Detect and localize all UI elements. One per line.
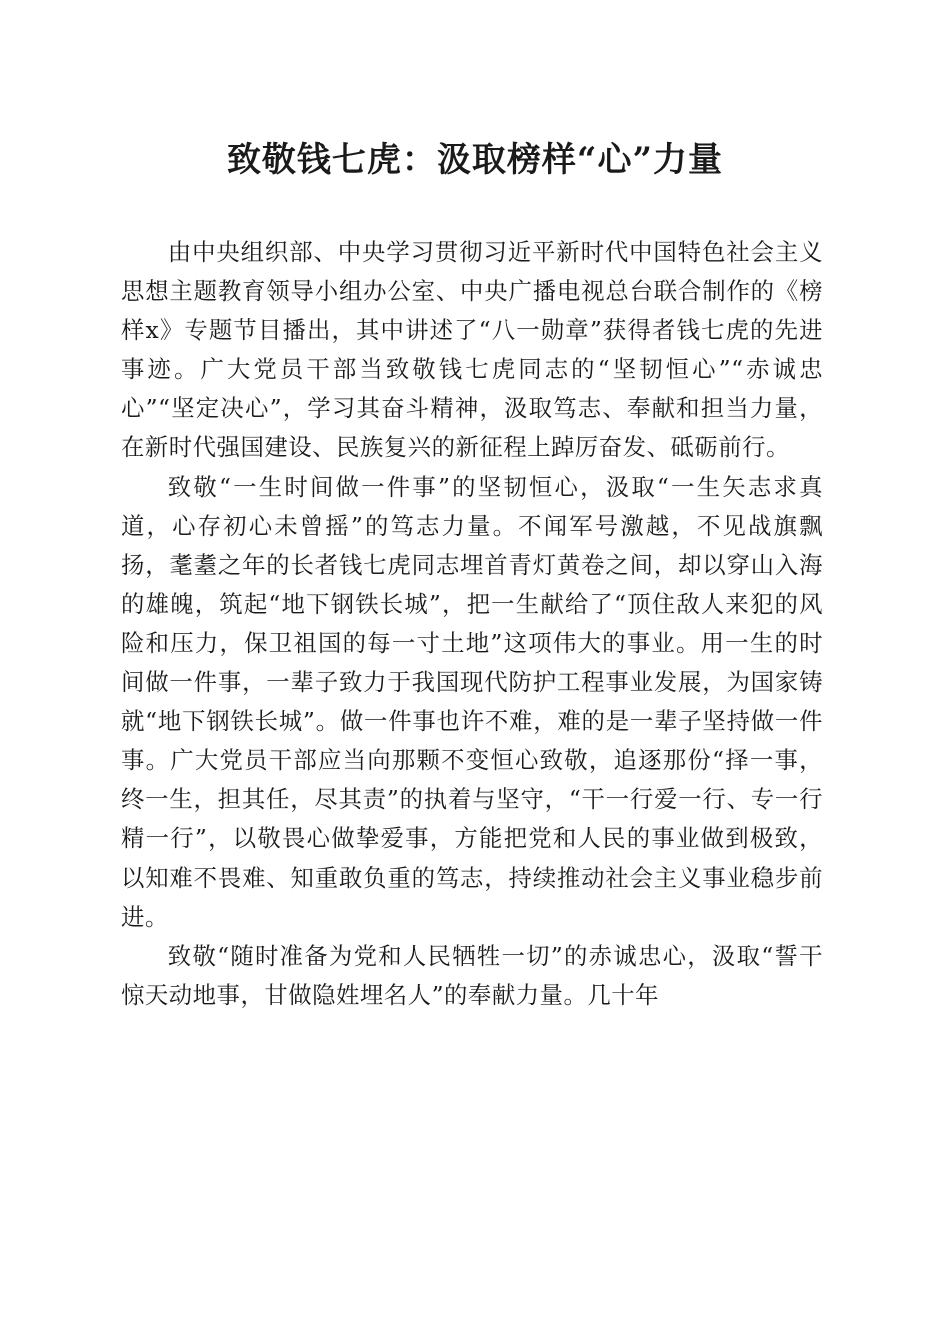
paragraph-loyalty: 致敬“随时准备为党和人民牺牲一切”的赤诚忠心，汲取“誓干惊天动地事，甘做隐姓埋名人”的奉献力量。几十年 (121, 941, 823, 1009)
paragraph-perseverance: 致敬“一生时间做一件事”的坚韧恒心，汲取“一生矢志求真道，心存初心未曾摇”的笃志力量。不闻军号激越，不见战旗飘扬，耄耋之年的长者钱七虎同志埋首青灯黄卷之间，却以穿山入海的雄魄，筑起“地下钢铁长城”，把一生献给了“顶住敌人来犯的风险和压力，保卫祖国的每一寸土地”这项伟大的事业。用一生的时间做一件事，一辈子致力于我国现代防护工程事业发展，为国家铸就“地下钢铁长城”。做一件事也许不难，难的是一辈子坚持做一件事。广大党员干部应当向那颗不变恒心致敬，追逐那份“择一事，终一生，担其任，尽其责”的执着与坚守，“干一行爱一行、专一行精一行”，以敬畏心做挚爱事，方能把党和人民的事业做到极致，以知难不畏难、知重敢负重的笃志，持续推动社会主义事业稳步前进。 (121, 472, 823, 931)
document-body (121, 233, 823, 1015)
document-title: 致敬钱七虎：汲取榜样“心”力量 (226, 140, 724, 180)
paragraph-intro: 由中央组织部、中央学习贯彻习近平新时代中国特色社会主义思想主题教育领导小组办公室、中央广播电视总台联合制作的《榜样x》专题节目播出，其中讲述了“八一勋章”获得者钱七虎的先进事迹。广大党员干部当致敬钱七虎同志的“坚韧恒心”“赤诚忠心”“坚定决心”，学习其奋斗精神，汲取笃志、奉献和担当力量，在新时代强国建设、民族复兴的新征程上踔厉奋发、砥砺前行。 (121, 238, 823, 462)
